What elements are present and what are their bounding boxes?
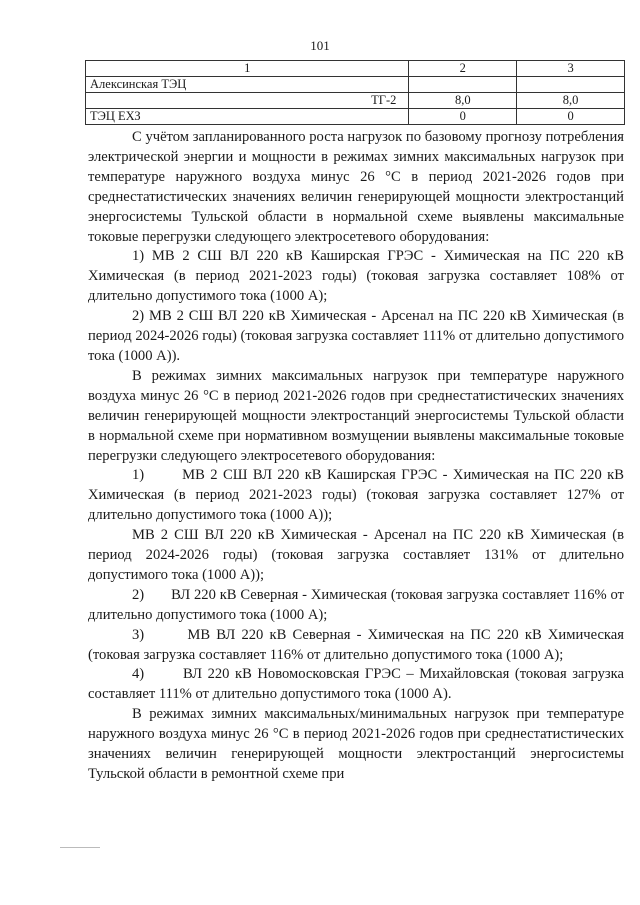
table-row xyxy=(86,93,625,109)
list-text: ВЛ 220 кВ Северная - Химическая (токовая загрузка составляет 116% от длительно допустимого тока (1000 А); xyxy=(88,586,624,623)
paragraph: С учётом запланированного роста нагрузок по базовому прогнозу потребления электрической энергии и мощности в режимах зимних максимальных нагрузок при температуре наружного воздуха минус 26 °С в период 2021-2026 годов при среднестатистических значениях величин генерирующей мощности электростанций энергосистемы Тульской области в нормальной схеме выявлены максимальные токовые перегрузки следующего электросетевого оборудования: xyxy=(88,129,624,245)
table-header-cell: 1 xyxy=(86,61,409,77)
list-text: МВ 2 СШ ВЛ 220 кВ Каширская ГРЭС - Химическая на ПС 220 кВ Химическая (в период 2021-2023 годы) (токовая загрузка составляет 127% от длительно допустимого тока (1000 А)); xyxy=(88,467,624,524)
document-body xyxy=(88,128,624,785)
table-row xyxy=(86,109,625,125)
table-cell: Алексинская ТЭЦ xyxy=(86,77,409,93)
page-number: 101 xyxy=(310,38,330,53)
table-cell: 8,0 xyxy=(517,93,625,109)
table-cell xyxy=(409,77,517,93)
list-item xyxy=(88,466,624,526)
table-cell xyxy=(517,77,625,93)
list-number: 4) xyxy=(132,666,145,683)
list-item: МВ 2 СШ ВЛ 220 кВ Химическая - Арсенал на ПС 220 кВ Химическая (в период 2024-2026 годы) (токовая загрузка составляет 131% от длительно допустимого тока (1000 А)); xyxy=(88,527,624,583)
paragraph: В режимах зимних максимальных нагрузок при температуре наружного воздуха минус 26 °С в период 2021-2026 годов при среднестатистических значениях величин генерирующей мощности электростанций энергосистемы Тульской области в нормальной схеме при нормативном возмущении выявлены максимальные токовые перегрузки следующего электросетевого оборудования: xyxy=(88,367,624,464)
list-text: МВ ВЛ 220 кВ Северная - Химическая на ПС 220 кВ Химическая (токовая загрузка составляет 116% от длительно допустимого тока (1000 А); xyxy=(88,626,624,663)
list-item xyxy=(88,665,624,705)
table-row xyxy=(86,77,625,93)
list-item xyxy=(88,626,624,666)
list-item: 1) МВ 2 СШ ВЛ 220 кВ Каширская ГРЭС - Химическая на ПС 220 кВ Химическая (в период 2021-2023 годы) (токовая загрузка составляет 108% от длительно допустимого тока (1000 А); xyxy=(88,248,624,305)
data-table xyxy=(85,60,625,125)
list-number: 1) xyxy=(132,467,145,484)
table-header-row xyxy=(86,61,625,77)
list-number: 3) xyxy=(132,626,145,643)
table-header-cell: 2 xyxy=(409,61,517,77)
paragraph: В режимах зимних максимальных/минимальных нагрузок при температуре наружного воздуха минус 26 °С в период 2021-2026 годов при среднестатистических значениях величин генерирующей мощности электростанций энергосистемы Тульской области в ремонтной схеме при xyxy=(88,706,624,782)
list-text: ВЛ 220 кВ Новомосковская ГРЭС – Михайловская (токовая загрузка составляет 111% от длительно допустимого тока (1000 А). xyxy=(88,666,624,703)
list-item xyxy=(88,586,624,626)
table-cell: ТГ-2 xyxy=(86,93,409,109)
table-cell: 8,0 xyxy=(409,93,517,109)
scan-mark xyxy=(60,847,100,848)
table-cell: 0 xyxy=(409,109,517,125)
list-number: 2) xyxy=(132,586,145,603)
table-cell: ТЭЦ ЕХЗ xyxy=(86,109,409,125)
table-cell: 0 xyxy=(517,109,625,125)
list-item: 2) МВ 2 СШ ВЛ 220 кВ Химическая - Арсенал на ПС 220 кВ Химическая (в период 2024-2026 годы) (токовая загрузка составляет 111% от длительно допустимого тока (1000 А)). xyxy=(88,308,624,364)
table-header-cell: 3 xyxy=(517,61,625,77)
